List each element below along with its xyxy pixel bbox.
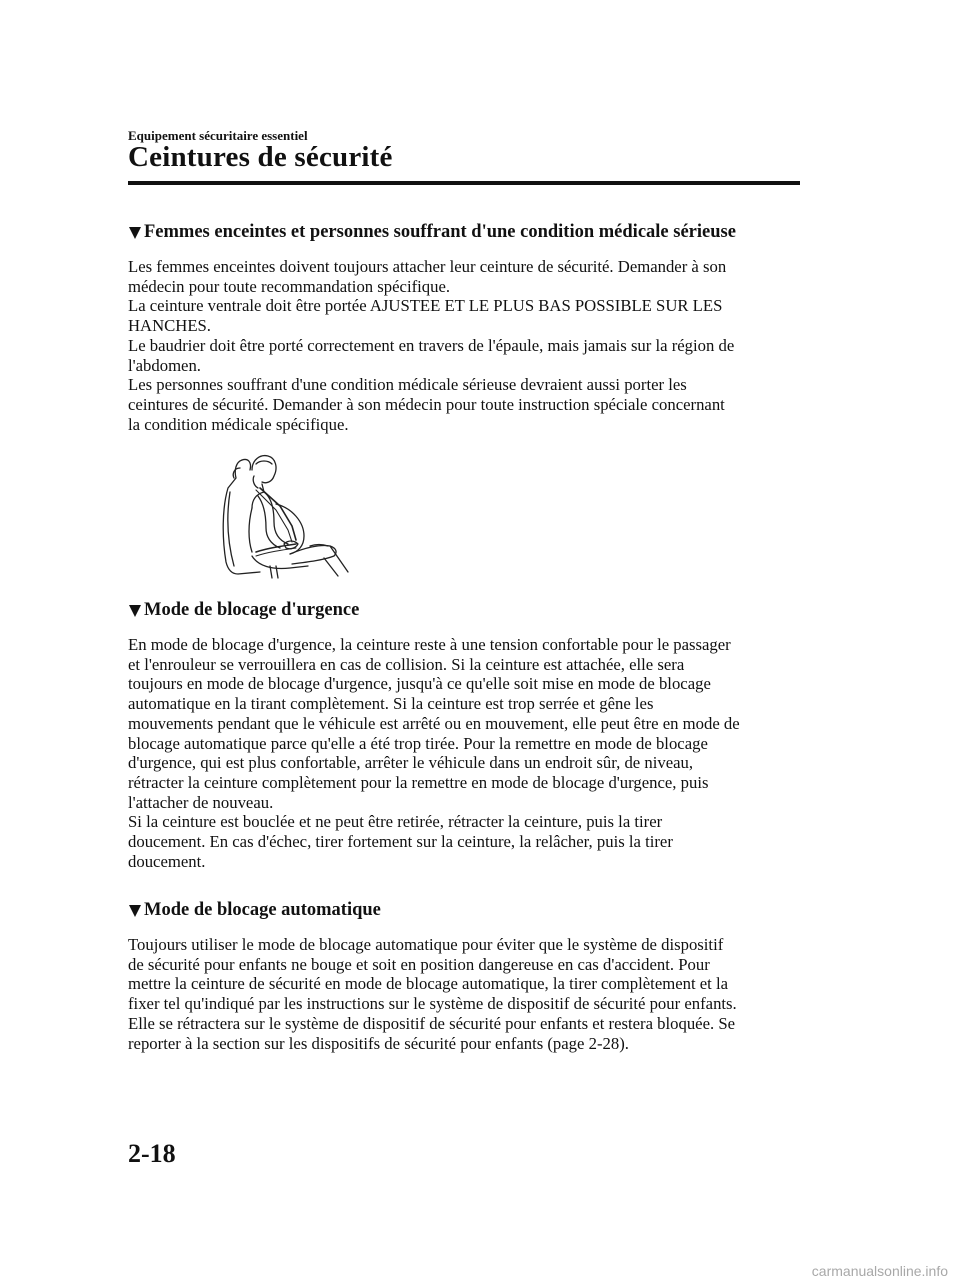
body-line: reporter à la section sur les dispositifs de sécurité pour enfants (page 2-28). [128,1033,629,1053]
body-line: Si la ceinture est bouclée et ne peut être retirée, rétracter la ceinture, puis la tirer [128,812,663,832]
body-line: Le baudrier doit être porté correctement en travers de l'épaule, mais jamais sur la région de [128,335,735,355]
page-number: 2-18 [128,1139,176,1168]
body-line: Les personnes souffrant d'une condition médicale sérieuse devraient aussi porter les [128,375,687,395]
section-title-text: Femmes enceintes et personnes souffrant d'une condition médicale sérieuse [144,222,736,242]
body-line: mouvements pendant que le véhicule est arrêté ou en mouvement, elle peut être en mode de [128,713,740,733]
body-line: doucement. [128,851,206,871]
triangle-down-icon [129,605,141,617]
body-line: et l'enrouleur se verrouillera en cas de collision. Si la ceinture est attachée, elle sera [128,654,685,674]
section-body-emergency-locking [128,635,808,871]
body-line: Les femmes enceintes doivent toujours attacher leur ceinture de sécurité. Demander à son [128,257,727,276]
section-title-automatic-locking [128,900,381,921]
body-line: d'urgence, qui est plus confortable, arrêter le véhicule dans un endroit sûr, de niveau, [128,753,694,773]
body-line: HANCHES. [128,316,211,336]
body-line: La ceinture ventrale doit être portée AJUSTEE ET LE PLUS BAS POSSIBLE SUR LES [128,296,723,316]
body-line: toujours en mode de blocage d'urgence, jusqu'à ce qu'elle soit mise en mode de blocage [128,674,711,694]
body-line: mettre la ceinture de sécurité en mode de blocage automatique, la tirer complètement et la [128,974,729,994]
body-line: fixer tel qu'indiqué par les instructions sur le système de dispositif de sécurité pour enfants. [128,994,737,1014]
section-title-text: Mode de blocage d'urgence [144,600,360,620]
body-line: rétracter la ceinture complètement pour la remettre en mode de blocage d'urgence, puis [128,772,709,792]
page-title: Ceintures de sécurité [128,141,393,173]
body-line: Toujours utiliser le mode de blocage automatique pour éviter que le système de dispositif [128,935,724,954]
body-line: En mode de blocage d'urgence, la ceinture reste à une tension confortable pour le passager [128,635,731,654]
triangle-down-icon [129,905,141,917]
section-body-pregnant-women [128,257,808,434]
chapter-label: Equipement sécuritaire essentiel [128,128,308,143]
section-title-pregnant-women [128,222,736,243]
body-line: ceintures de sécurité. Demander à son médecin pour toute instruction spéciale concernant [128,394,725,414]
section-title-text: Mode de blocage automatique [144,900,381,920]
body-line: la condition médicale spécifique. [128,414,349,434]
body-line: Elle se rétractera sur le système de dispositif de sécurité pour enfants et restera bloquée. Se [128,1013,736,1033]
body-line: l'abdomen. [128,355,201,375]
header-divider [128,181,800,185]
section-title-emergency-locking [128,600,359,621]
pregnant-woman-seatbelt-illustration [212,448,356,582]
triangle-down-icon [129,227,141,239]
body-line: l'attacher de nouveau. [128,792,274,812]
body-line: doucement. En cas d'échec, tirer fortement sur la ceinture, la relâcher, puis la tirer [128,832,673,852]
watermark: carmanualsonline.info [811,1263,948,1279]
body-line: automatique en la tirant complètement. Si la ceinture est trop serrée et gêne les [128,694,654,714]
section-body-automatic-locking [128,935,808,1053]
body-line: blocage automatique parce qu'elle a été trop tirée. Pour la remettre en mode de blocage [128,733,708,753]
body-line: de sécurité pour enfants ne bouge et soit en position dangereuse en cas d'accident. Pour [128,954,710,974]
body-line: médecin pour toute recommandation spécifique. [128,276,451,296]
